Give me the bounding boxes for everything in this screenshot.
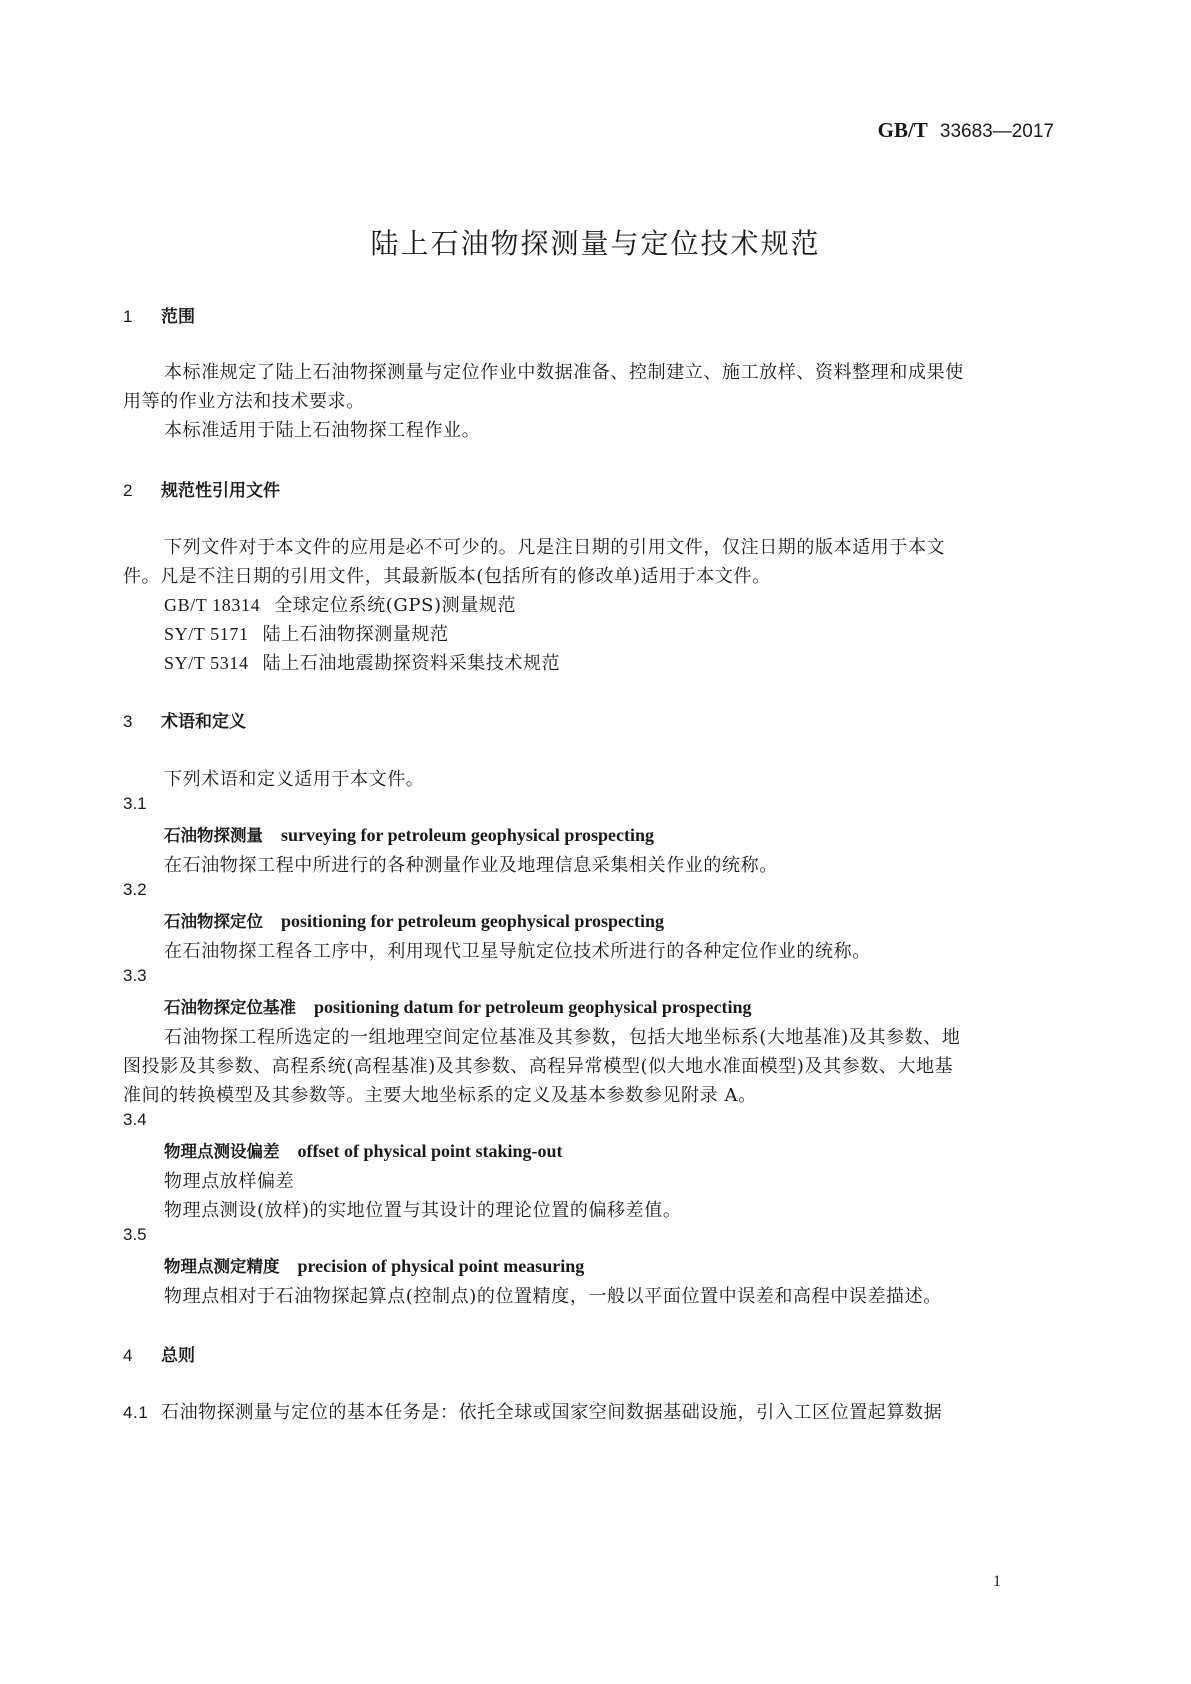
term-definition: 物理点相对于石油物探起算点(控制点)的位置精度，一般以平面位置中误差和高程中误差描述。: [164, 1286, 942, 1307]
term-heading: 石油物探定位基准 positioning datum for petroleum geophysical prospecting: [164, 997, 752, 1017]
reference-item: SY/T 5314 陆上石油地震勘探资料采集技术规范: [164, 653, 561, 674]
section-heading-2: 2 规范性引用文件: [123, 481, 280, 501]
term-definition: 图投影及其参数、高程系统(高程基准)及其参数、高程异常模型(似大地水准面模型)及其参数、大地基: [123, 1056, 954, 1077]
paragraph: 下列术语和定义适用于本文件。: [164, 769, 425, 790]
term-heading: 石油物探定位 positioning for petroleum geophysical prospecting: [164, 911, 665, 931]
clause-text: 石油物探测量与定位的基本任务是：依托全球或国家空间数据基础设施，引入工区位置起算数据: [161, 1402, 943, 1423]
clause-number: 4.1: [123, 1403, 149, 1422]
standard-number: 33683—2017: [939, 121, 1054, 142]
section-heading-1: 1 范围: [123, 307, 195, 327]
standard-code: [878, 118, 1054, 143]
term-definition: 石油物探工程所选定的一组地理空间定位基准及其参数，包括大地坐标系(大地基准)及其参数、地: [164, 1027, 961, 1048]
term-definition: 准间的转换模型及其参数等。主要大地坐标系的定义及基本参数参见附录 A。: [123, 1085, 757, 1106]
term-definition: 物理点测设(放样)的实地位置与其设计的理论位置的偏移差值。: [164, 1200, 682, 1221]
reference-item: GB/T 18314 全球定位系统(GPS)测量规范: [164, 595, 517, 616]
term-number: 3.2: [123, 880, 147, 899]
term-heading: 物理点测定精度 precision of physical point measuring: [164, 1256, 585, 1276]
reference-item: SY/T 5171 陆上石油物探测量规范: [164, 624, 449, 645]
paragraph: 用等的作业方法和技术要求。: [123, 391, 365, 412]
paragraph: 下列文件对于本文件的应用是必不可少的。凡是注日期的引用文件，仅注日期的版本适用于本文: [164, 537, 946, 558]
term-number: 3.1: [123, 794, 147, 813]
term-number: 3.3: [123, 966, 147, 985]
term-heading: 石油物探测量 surveying for petroleum geophysical prospecting: [164, 825, 654, 845]
paragraph: 本标准适用于陆上石油物探工程作业。: [164, 420, 481, 441]
term-definition: 在石油物探工程各工序中，利用现代卫星导航定位技术所进行的各种定位作业的统称。: [164, 941, 871, 962]
page-number: 1: [993, 1573, 1001, 1590]
term-number: 3.4: [123, 1110, 147, 1129]
section-heading-3: 3 术语和定义: [123, 712, 246, 732]
standard-prefix: GB/T: [877, 118, 928, 142]
term-number: 3.5: [123, 1225, 147, 1244]
document-title: 陆上石油物探测量与定位技术规范: [370, 227, 821, 260]
paragraph: 件。凡是不注日期的引用文件，其最新版本(包括所有的修改单)适用于本文件。: [123, 566, 771, 587]
clause: [123, 1398, 942, 1424]
term-definition: 在石油物探工程中所进行的各种测量作业及地理信息采集相关作业的统称。: [164, 855, 778, 876]
section-heading-4: 4 总则: [123, 1346, 195, 1366]
term-synonym: 物理点放样偏差: [164, 1171, 295, 1192]
paragraph: 本标准规定了陆上石油物探测量与定位作业中数据准备、控制建立、施工放样、资料整理和成果使: [164, 362, 964, 383]
term-heading: 物理点测设偏差 offset of physical point staking-out: [164, 1141, 563, 1161]
